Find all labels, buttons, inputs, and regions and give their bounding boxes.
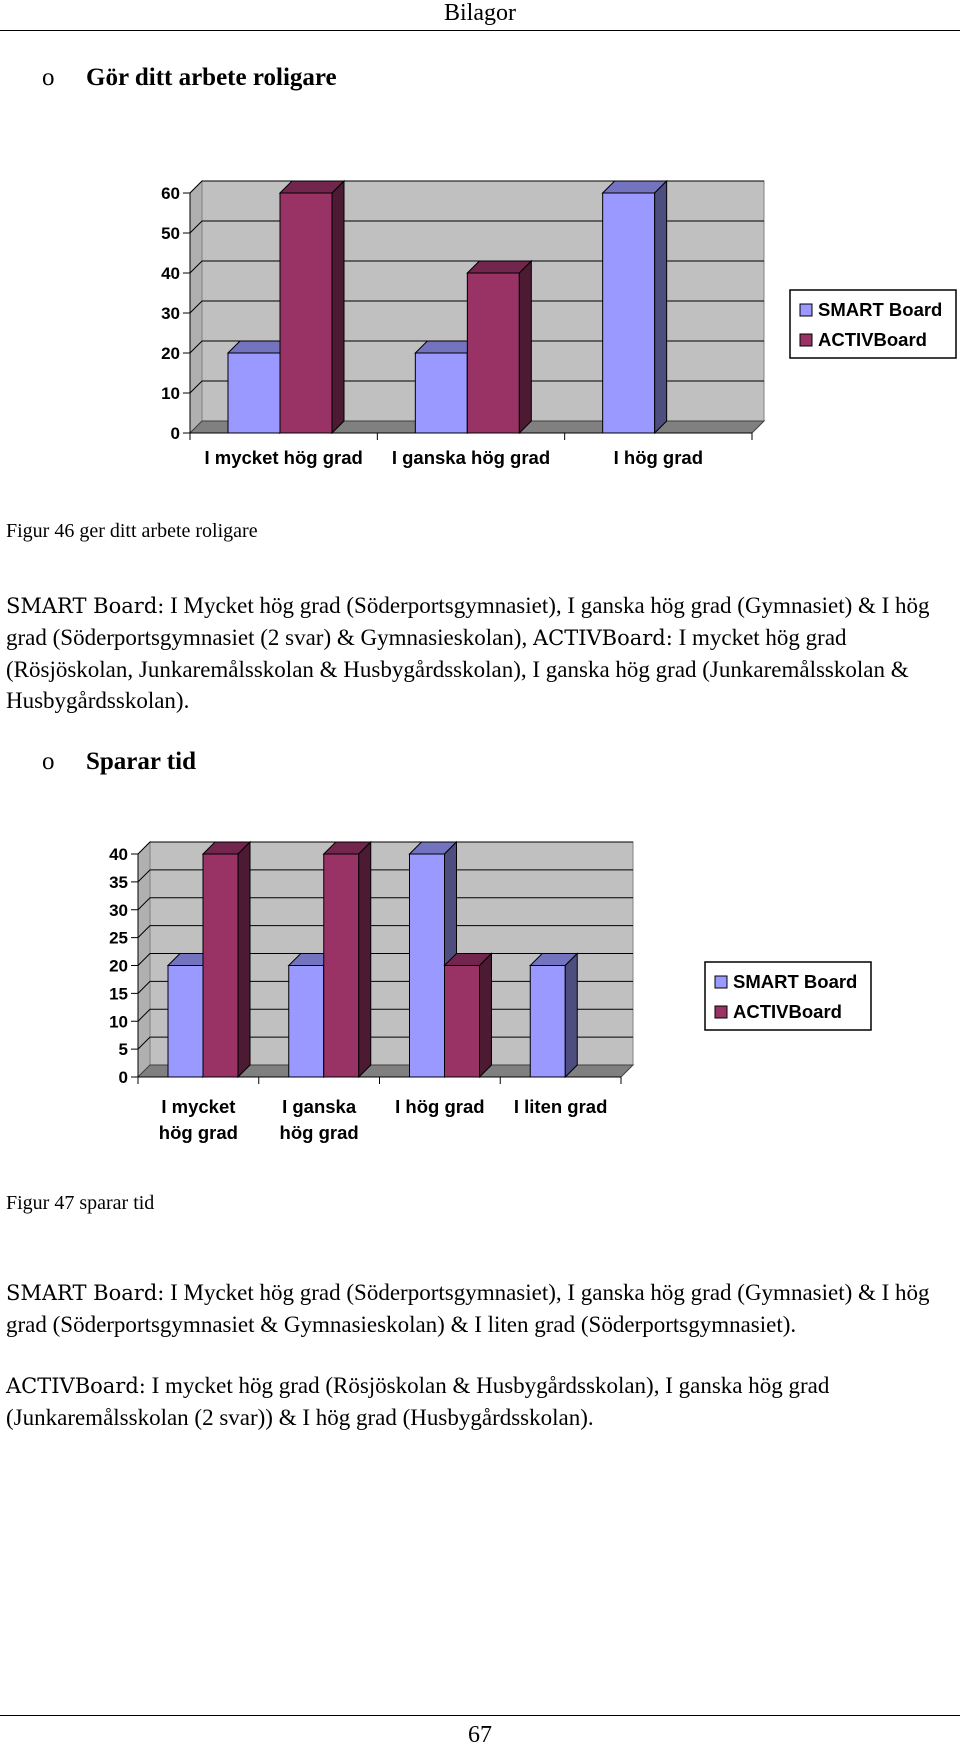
- bar-side: [565, 954, 577, 1078]
- y-tick-label: 35: [109, 872, 128, 892]
- x-category-label: I mycket hög grad: [204, 447, 363, 468]
- legend-label: ACTIVBoard: [733, 1001, 842, 1022]
- x-category-label: hög grad: [158, 1122, 238, 1143]
- bar-front: [410, 854, 445, 1077]
- bar-front: [203, 854, 238, 1077]
- bar-front: [445, 966, 480, 1078]
- bullet-2: o: [42, 748, 55, 775]
- x-category-label: I liten grad: [513, 1096, 608, 1117]
- bar-side: [519, 261, 531, 433]
- legend-swatch: [800, 334, 812, 346]
- activboard-text: I mycket hög grad (Rösjöskolan & Husbygårdsskolan), I ganska hög grad (Junkaremålsskolan (2 svar)) & I hög grad (Husbygårdsskolan).: [6, 1373, 830, 1430]
- page-number: 67: [468, 1722, 492, 1748]
- legend-swatch: [800, 304, 812, 316]
- y-tick-label: 50: [161, 224, 180, 243]
- paragraph-figure-46: [6, 590, 951, 716]
- bar-front: [289, 966, 324, 1078]
- legend-swatch: [715, 976, 727, 988]
- legend-swatch: [715, 1006, 727, 1018]
- bar-front: [228, 353, 280, 433]
- y-tick-label: 60: [161, 184, 180, 203]
- y-tick-label: 40: [109, 845, 128, 864]
- section-heading-1: [42, 64, 337, 92]
- figure-caption-46: Figur 46 ger ditt arbete roligare: [6, 520, 258, 542]
- header-title: Bilagor: [444, 0, 516, 26]
- y-tick-label: 0: [170, 424, 180, 443]
- activboard-label: ACTIVBoard:: [6, 1374, 146, 1398]
- bar-front: [467, 273, 519, 433]
- paragraph-figure-47-activ: [6, 1370, 951, 1433]
- bar-front: [280, 193, 332, 433]
- y-tick-label: 20: [161, 344, 180, 363]
- bar-side: [238, 842, 250, 1077]
- y-tick-label: 15: [109, 984, 128, 1004]
- y-tick-label: 5: [118, 1040, 128, 1060]
- smart-board-label: SMART Board:: [6, 594, 165, 618]
- y-tick-label: 20: [109, 956, 128, 976]
- bar-side: [655, 181, 667, 433]
- y-tick-label: 25: [109, 928, 128, 948]
- x-category-label: I ganska: [282, 1096, 357, 1117]
- chart-sparar-tid: [0, 835, 960, 1145]
- y-tick-label: 10: [109, 1012, 128, 1032]
- bar-front: [530, 966, 565, 1078]
- x-category-label: I hög grad: [395, 1096, 485, 1117]
- legend-label: ACTIVBoard: [818, 329, 927, 350]
- bar-front: [603, 193, 655, 433]
- bar-side: [332, 181, 344, 433]
- y-tick-label: 30: [109, 900, 128, 920]
- paragraph-figure-47-smart: [6, 1277, 951, 1340]
- footer-rule: [0, 1715, 960, 1716]
- chart-roligare: [0, 150, 960, 480]
- x-category-label: I mycket: [161, 1096, 236, 1117]
- page-header: [0, 0, 960, 31]
- y-tick-label: 40: [161, 264, 180, 283]
- activboard-label: ACTIVBoard:: [532, 626, 673, 650]
- bar-front: [324, 854, 359, 1077]
- x-category-label: I hög grad: [613, 447, 704, 468]
- bar-side: [480, 954, 492, 1078]
- bar-front: [415, 353, 467, 433]
- y-tick-label: 0: [118, 1068, 128, 1087]
- smart-board-text: I Mycket hög grad (Söderportsgymnasiet), I ganska hög grad (Gymnasiet) & I hög grad (Söderportsgymnasiet & Gymnasieskolan) & I liten grad (Söderportsgymnasiet).: [6, 1280, 930, 1337]
- heading-text-2: Sparar tid: [86, 748, 196, 775]
- heading-text-1: Gör ditt arbete roligare: [86, 64, 337, 91]
- legend-label: SMART Board: [818, 299, 943, 320]
- smart-board-label: SMART Board:: [6, 1281, 165, 1305]
- x-category-label: I ganska hög grad: [391, 447, 551, 468]
- figure-caption-47: Figur 47 sparar tid: [6, 1192, 155, 1214]
- y-tick-label: 30: [161, 304, 180, 323]
- y-tick-label: 10: [161, 384, 180, 403]
- legend-label: SMART Board: [733, 971, 858, 992]
- activboard-text: I mycket hög grad (Rösjöskolan, Junkaremålsskolan & Husbygårdsskolan), I ganska hög grad (Junkaremålsskolan & Husbygårdsskolan).: [6, 625, 909, 713]
- bullet-1: o: [42, 64, 55, 91]
- smart-board-text: I Mycket hög grad (Söderportsgymnasiet), I ganska hög grad (Gymnasiet) & I hög grad (Söderportsgymnasiet (2 svar) & Gymnasieskolan),: [6, 593, 930, 650]
- x-category-label: hög grad: [279, 1122, 359, 1143]
- bar-side: [359, 842, 371, 1077]
- bar-front: [168, 966, 203, 1078]
- section-heading-2: [42, 748, 196, 776]
